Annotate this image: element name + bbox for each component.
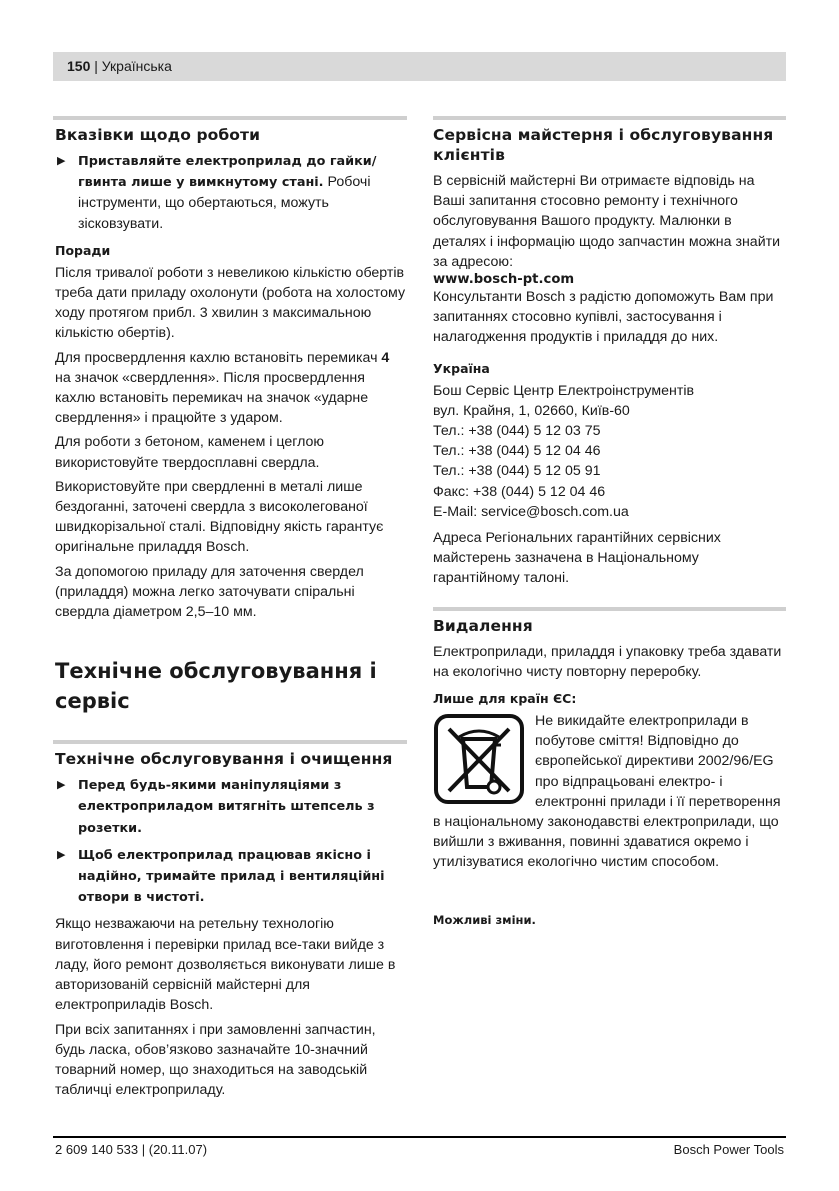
contact-email[interactable]: E-Mail: service@bosch.com.ua xyxy=(433,503,629,520)
disposal-title: Видалення xyxy=(433,616,533,635)
advice-paragraph: Для роботи з бетоном, каменем і цеглою використовуйте твердосплавні свердла. xyxy=(55,434,325,471)
text: на значок «свердлення». Після просвердлення кахлю встановіть перемикач на значок «ударне свердлення» і працюйте з ударом. xyxy=(55,369,369,427)
advice-paragraph: Після тривалої роботи з невеликою кількістю обертів треба дати приладу охолонути (робота на холостому ходу протягом прибл. 3 хвилин з максимальною кількістю обертів). xyxy=(55,264,406,342)
right-column xyxy=(433,116,786,927)
bullet-triangle-icon: ▶ xyxy=(57,779,66,792)
maintenance-paragraph: Якщо незважаючи на ретельну технологію виготовлення і перевірки прилад все-таки вийде з ладу, його ремонт дозволяється виконувати лише в авторизованій сервісній майстерні для електроприладів Bosch. xyxy=(55,916,396,1014)
work-tips-bullet xyxy=(55,151,407,234)
advice-paragraph: За допомогою приладу для заточення свердел (приладдя) можна легко заточувати спіральні свердла діаметром 2,5–10 мм. xyxy=(55,563,364,621)
page-number: 150 xyxy=(67,58,91,74)
switch-number: 4 xyxy=(381,349,390,366)
footer-brand: Bosch Power Tools xyxy=(673,1142,784,1157)
maintenance-cleaning-title: Технічне обслуговування і очищення xyxy=(55,750,393,769)
advice-paragraph: Використовуйте при свердленні в металі лише бездоганні, заточені свердла з високолегованої швидкорізальної сталі. Відповідну якість гарантує оригінальне приладдя Bosch. xyxy=(55,478,384,556)
header-language: Українська xyxy=(101,58,172,74)
weee-notice xyxy=(433,711,786,873)
advice-title: Поради xyxy=(55,242,111,258)
maintenance-bullet xyxy=(55,775,407,839)
contact-phone: Тел.: +38 (044) 5 12 04 46 xyxy=(433,443,601,460)
bullet-triangle-icon: ▶ xyxy=(57,155,66,167)
page-header xyxy=(53,52,786,81)
ukraine-note: Адреса Регіональних гарантійних сервісних майстерень зазначена в Національному гарантійному талоні. xyxy=(433,530,721,587)
contact-phone: Тел.: +38 (044) 5 12 05 91 xyxy=(433,463,601,480)
footer-divider xyxy=(53,1136,786,1138)
crossed-out-wheelie-bin-icon xyxy=(433,713,525,805)
bosch-website-link[interactable]: www.bosch-pt.com xyxy=(433,272,575,288)
disposal-paragraph: Електроприлади, приладдя і упаковку треба здавати на екологічно чисту повторну переробку. xyxy=(433,643,782,680)
service-paragraph: Консультанти Bosch з радістю допоможуть Вам при запитаннях стосовно купівлі, застосування і налагодження продуктів і приладдя до них. xyxy=(433,289,774,346)
bullet-bold-text: Щоб електроприлад працював якісно і надійно, тримайте прилад і вентиляційні отвори в чистоті. xyxy=(78,847,385,906)
weee-text: Не викидайте електроприлади в побутове сміття! Відповідно до європейської директиви 2002/96/EG про відпрацьовані електро- і електронні прилади і її перетворення в національному законодавстві електроприлади, що вийшли з вживання, повинні здаватися окремо і утилізуватися екологічно чистим способом. xyxy=(433,713,781,871)
bullet-bold-text: Перед будь-якими маніпуляціями з електроприладом витягніть штепсель з розетки. xyxy=(78,778,375,836)
maintenance-bullet xyxy=(55,845,407,909)
bullet-triangle-icon: ▶ xyxy=(57,848,66,861)
bullet-bold-text: Приставляйте електроприлад до гайки/гвинта лише у вимкнутому стані. xyxy=(78,154,377,191)
section-divider xyxy=(53,740,407,744)
contact-phone: Тел.: +38 (044) 5 12 03 75 xyxy=(433,423,601,440)
service-title: Сервісна майстерня і обслуговування клієнтів xyxy=(433,126,774,164)
header-text xyxy=(67,58,172,74)
contact-fax: Факс: +38 (044) 5 12 04 46 xyxy=(433,483,606,500)
footer-doc-number: 2 609 140 533 | (20.11.07) xyxy=(55,1142,208,1157)
ukraine-title: Україна xyxy=(433,360,490,376)
section-divider xyxy=(433,607,786,611)
bullet-text: Робочі інструменти, що обертаються, можуть зісковзувати. xyxy=(78,174,371,232)
header-separator: | xyxy=(90,58,102,74)
eu-only-title: Лише для країн ЄС: xyxy=(433,691,577,707)
text: Для просвердлення кахлю встановіть перемикач xyxy=(55,349,382,366)
contact-address: вул. Крайня, 1, 02660, Київ-60 xyxy=(433,402,630,419)
left-column xyxy=(55,116,407,1104)
contact-company: Бош Сервіс Центр Електроінструментів xyxy=(433,382,695,399)
section-divider xyxy=(433,116,786,120)
subject-to-change-note: Можливі зміни. xyxy=(433,912,536,927)
maintenance-heading: Технічне обслуговування і сервіс xyxy=(55,659,377,714)
work-tips-title: Вказівки щодо роботи xyxy=(55,126,261,144)
advice-paragraph xyxy=(55,348,407,429)
service-paragraph: В сервісній майстерні Ви отримаєте відповідь на Ваші запитання стосовно ремонту і технічного обслуговування Вашого продукту. Малюнки в деталях і інформацію щодо запчастин можна знайти за адресою: xyxy=(433,173,781,270)
section-divider xyxy=(53,116,407,120)
contact-block xyxy=(433,381,786,522)
maintenance-paragraph: При всіх запитаннях і при замовленні запчастин, будь ласка, обов’язково зазначайте 10-значний товарний номер, що знаходиться на заводській табличці електроприладу. xyxy=(55,1021,376,1099)
